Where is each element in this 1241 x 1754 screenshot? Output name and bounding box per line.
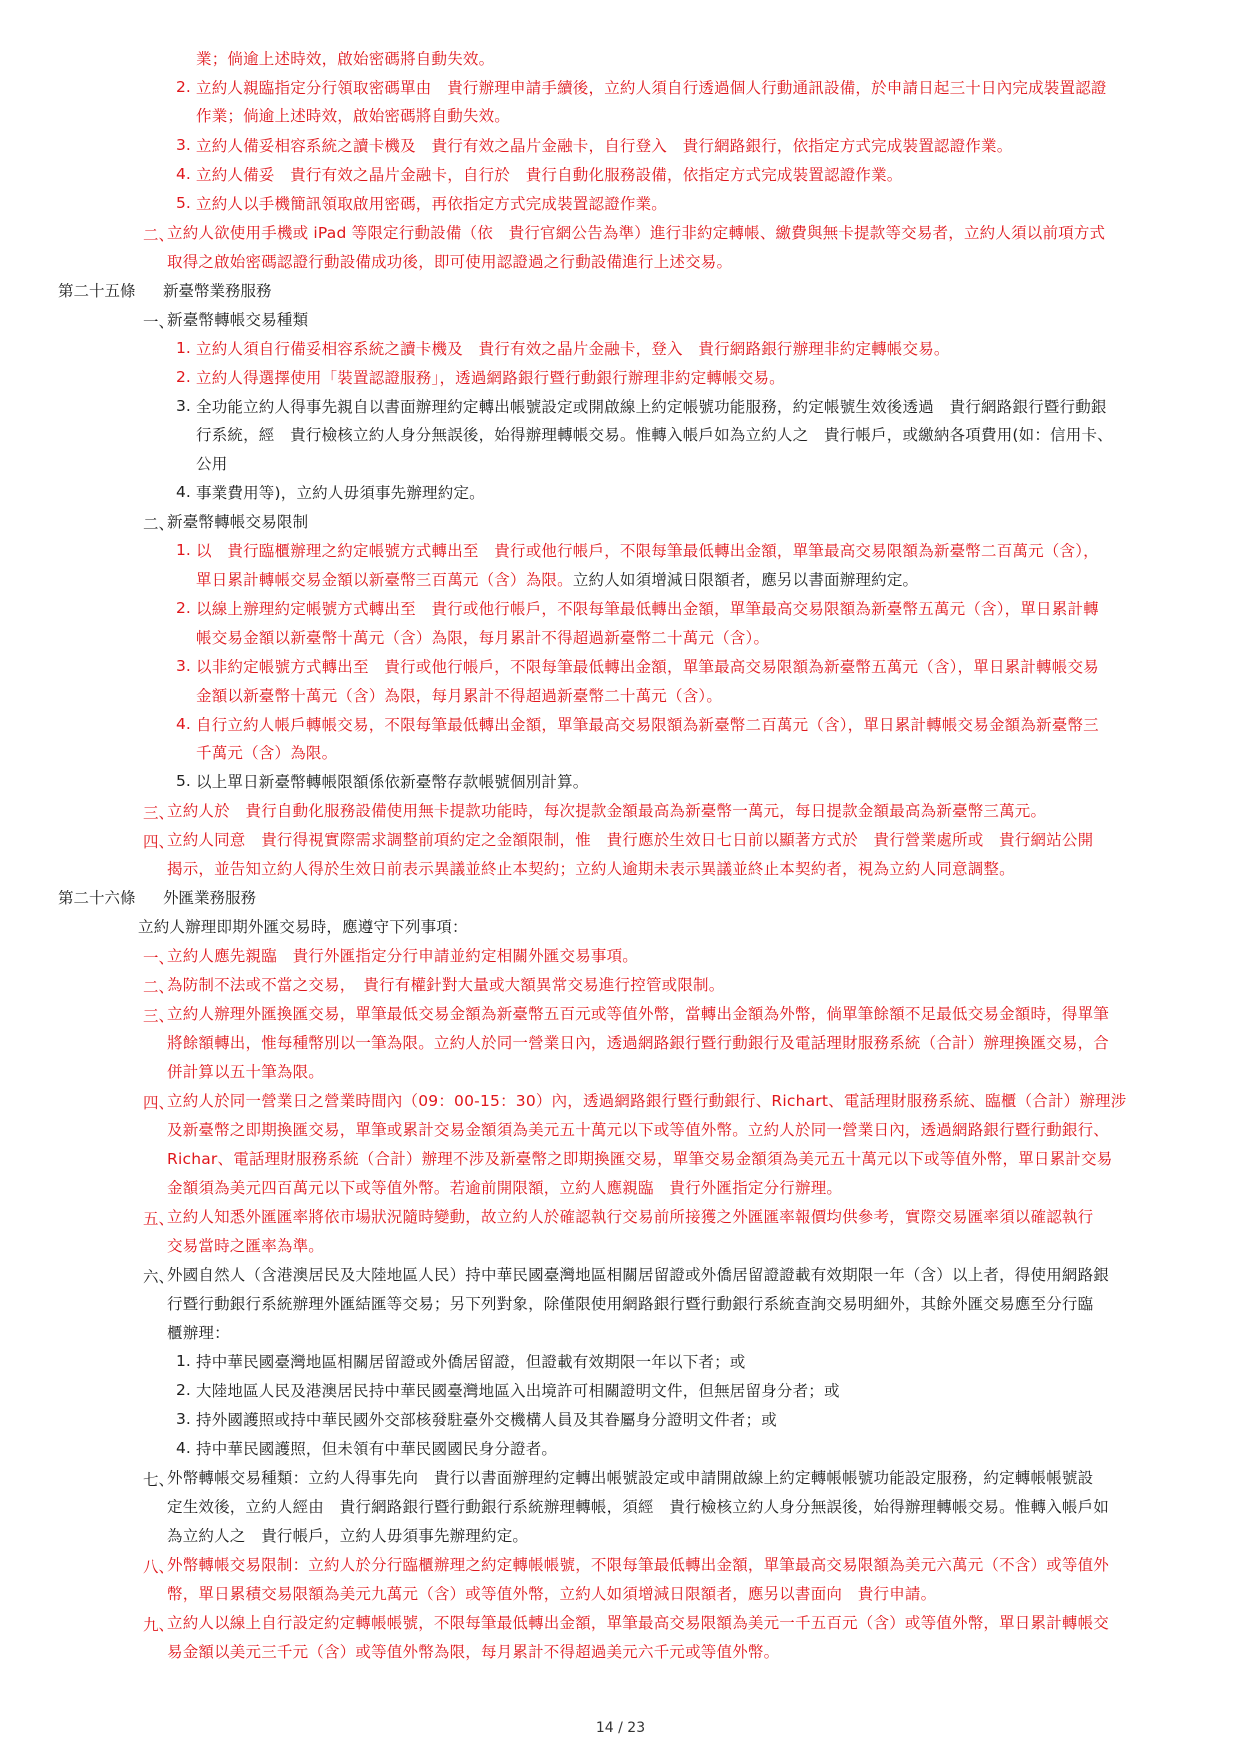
text-line — [196, 1352, 746, 1372]
text-line — [167, 1497, 1109, 1517]
text-line — [167, 830, 1093, 850]
text-line — [167, 859, 1015, 879]
text-line — [196, 628, 769, 648]
list-marker: 2. — [176, 1381, 191, 1399]
text-line — [167, 946, 638, 966]
line-text: 外幣轉帳交易種類：立約人得事先向 貴行以書面辦理約定轉出帳號設定或申請開啟線上約定轉帳帳號功能設定服務，約定轉帳帳號設 — [167, 1469, 1094, 1487]
line-text: 以非約定帳號方式轉出至 貴行或他行帳戶，不限每筆最低轉出金額，單筆最高交易限額為新臺幣五萬元（含），單日累計轉帳交易 — [196, 658, 1099, 676]
text-line — [196, 1439, 557, 1459]
line-text: 易金額以美元三千元（含）或等值外幣為限，每月累計不得超過美元六千元或等值外幣。 — [167, 1643, 780, 1661]
text-line — [196, 657, 1099, 677]
line-text: 將餘額轉出，惟每種幣別以一筆為限。立約人於同一營業日內，透過網路銀行暨行動銀行及電話理財服務系統（合計）辦理換匯交易，合 — [167, 1034, 1110, 1052]
text-line — [167, 975, 724, 995]
line-text: 持中華民國臺灣地區相關居留證或外僑居留證，但證載有效期限一年以下者；或 — [196, 1353, 746, 1371]
list-marker: 二、 — [143, 515, 175, 533]
line-text: 併計算以五十筆為限。 — [167, 1063, 325, 1081]
list-marker: 5. — [176, 194, 191, 212]
line-text: 立約人知悉外匯匯率將依市場狀況隨時變動，故立約人於確認執行交易前所接獲之外匯匯率報價均供參考，實際交易匯率須以確認執行 — [167, 1208, 1094, 1226]
line-text-continued: 立約人如須增減日限額者，應另以書面辦理約定。 — [572, 571, 919, 589]
text-line — [196, 541, 1099, 561]
text-line — [167, 1120, 1109, 1140]
line-text: 新臺幣轉帳交易限制 — [167, 513, 309, 531]
list-marker: 2. — [176, 599, 191, 617]
text-line — [167, 1468, 1093, 1488]
list-marker: 3. — [176, 1410, 191, 1428]
line-text: 公用 — [196, 455, 228, 473]
line-text: 立約人備妥 貴行有效之晶片金融卡，自行於 貴行自動化服務設備，依指定方式完成裝置認證作業。 — [196, 166, 903, 184]
list-marker: 1. — [176, 1352, 191, 1370]
line-text: 為防制不法或不當之交易， 貴行有權針對大量或大額異常交易進行控管或限制。 — [167, 976, 725, 994]
list-marker: 3. — [176, 397, 191, 415]
list-marker: 九、 — [143, 1616, 175, 1634]
list-marker: 四、 — [143, 833, 175, 851]
text-line — [196, 686, 722, 706]
list-marker: 1. — [176, 541, 191, 559]
line-text: 立約人應先親臨 貴行外匯指定分行申請並約定相關外匯交易事項。 — [167, 947, 639, 965]
page-number: 14 / 23 — [595, 1720, 646, 1736]
text-line — [167, 223, 1105, 243]
line-text: 立約人辦理外匯換匯交易，單筆最低交易金額為新臺幣五百元或等值外幣，當轉出金額為外幣，倘單筆餘額不足最低交易金額時，得單筆 — [167, 1005, 1110, 1023]
list-marker: 六、 — [143, 1268, 175, 1286]
line-text: 立約人備妥相容系統之讀卡機及 貴行有效之晶片金融卡，自行登入 貴行網路銀行，依指定方式完成裝置認證作業。 — [196, 137, 1013, 155]
text-line — [167, 512, 308, 532]
text-line — [196, 483, 485, 503]
line-text: 為立約人之 貴行帳戶，立約人毋須事先辦理約定。 — [167, 1527, 529, 1545]
list-marker: 四、 — [143, 1094, 175, 1112]
line-text: 全功能立約人得事先親自以書面辦理約定轉出帳號設定或開啟線上約定帳號功能服務，約定帳號生效後透過 貴行網路銀行暨行動銀 — [196, 398, 1107, 416]
line-text: 及新臺幣之即期換匯交易，單筆或累計交易金額須為美元五十萬元以下或等值外幣。立約人於同一營業日內，透過網路銀行暨行動銀行、 — [167, 1121, 1110, 1139]
line-text: 立約人得選擇使用「裝置認證服務」，透過網路銀行暨行動銀行辦理非約定轉帳交易。 — [196, 369, 785, 387]
list-marker: 4. — [176, 1439, 191, 1457]
text-line — [196, 425, 1113, 445]
line-text: 金額以新臺幣十萬元（含）為限，每月累計不得超過新臺幣二十萬元（含）。 — [196, 687, 723, 705]
list-marker: 4. — [176, 165, 191, 183]
line-text: 櫃辦理： — [167, 1324, 230, 1342]
text-line — [196, 599, 1099, 619]
article-heading — [58, 281, 272, 301]
line-text: 事業費用等)，立約人毋須事先辦理約定。 — [196, 484, 485, 502]
text-line — [167, 1236, 324, 1256]
text-line — [167, 1004, 1109, 1024]
text-line — [167, 1642, 779, 1662]
list-marker: 3. — [176, 657, 191, 675]
text-line — [196, 1410, 777, 1430]
line-text: 持中華民國護照，但未領有中華民國國民身分證者。 — [196, 1440, 558, 1458]
line-text: 取得之啟始密碼認證行動設備成功後，即可使用認證過之行動設備進行上述交易。 — [167, 253, 733, 271]
line-text: 立約人以線上自行設定約定轉帳帳號，不限每筆最低轉出金額，單筆最高交易限額為美元一千五百元（含）或等值外幣，單日累計轉帳交 — [167, 1614, 1110, 1632]
list-marker: 五、 — [143, 1210, 175, 1228]
line-text: 以上單日新臺幣轉帳限額係依新臺幣存款帳號個別計算。 — [196, 773, 589, 791]
text-line — [196, 1381, 840, 1401]
line-text: 以 貴行臨櫃辦理之約定帳號方式轉出至 貴行或他行帳戶，不限每筆最低轉出金額，單筆最高交易限額為新臺幣二百萬元（含）， — [196, 542, 1099, 560]
line-text: 行系統，經 貴行檢核立約人身分無誤後，始得辦理轉帳交易。惟轉入帳戶如為立約人之 貴行帳戶，或繳納各項費用(如：信用卡、 — [196, 426, 1113, 444]
line-text: 外幣轉帳交易限制：立約人於分行臨櫃辦理之約定轉帳帳號，不限每筆最低轉出金額，單筆最高交易限額為美元六萬元（不含）或等值外 — [167, 1556, 1110, 1574]
text-line — [196, 743, 337, 763]
text-line — [196, 165, 903, 185]
list-marker: 3. — [176, 136, 191, 154]
text-line — [167, 1294, 1093, 1314]
text-line — [167, 1033, 1109, 1053]
text-line — [196, 454, 227, 474]
line-text: 立約人辦理即期外匯交易時，應遵守下列事項： — [138, 918, 468, 936]
list-marker: 1. — [176, 339, 191, 357]
line-text: 立約人同意 貴行得視實際需求調整前項約定之金額限制，惟 貴行應於生效日七日前以顯著方式於 貴行營業處所或 貴行網站公開 — [167, 831, 1094, 849]
list-marker: 八、 — [143, 1558, 175, 1576]
article-number: 第二十五條 — [58, 282, 136, 300]
line-text: 定生效後，立約人經由 貴行網路銀行暨行動銀行系統辦理轉帳，須經 貴行檢核立約人身分無誤後，始得辦理轉帳交易。惟轉入帳戶如 — [167, 1498, 1110, 1516]
text-line — [196, 194, 667, 214]
line-text: 立約人欲使用手機或 iPad 等限定行動設備（依 貴行官網公告為準）進行非約定轉帳、繳費與無卡提款等交易者，立約人須以前項方式 — [167, 224, 1106, 242]
line-text: 新臺幣轉帳交易種類 — [167, 311, 309, 329]
list-marker: 一、 — [143, 949, 175, 967]
text-line — [167, 1062, 324, 1082]
line-text: 行暨行動銀行系統辦理外匯結匯等交易；另下列對象，除僅限使用網路銀行暨行動銀行系統查詢交易明細外，其餘外匯交易應至分行臨 — [167, 1295, 1094, 1313]
text-line — [167, 252, 732, 272]
list-marker: 4. — [176, 483, 191, 501]
text-line — [167, 1323, 230, 1343]
text-line — [167, 310, 308, 330]
text-line — [167, 1265, 1109, 1285]
text-line — [196, 78, 1107, 98]
text-line — [196, 136, 1012, 156]
line-text: Richar、電話理財服務系統（合計）辦理不涉及新臺幣之即期換匯交易，單筆交易金額須為美元五十萬元以下或等值外幣，單日累計交易 — [167, 1150, 1113, 1168]
line-text: 以線上辦理約定帳號方式轉出至 貴行或他行帳戶，不限每筆最低轉出金額，單筆最高交易限額為新臺幣五萬元（含），單日累計轉 — [196, 600, 1099, 618]
line-text: 帳交易金額以新臺幣十萬元（含）為限，每月累計不得超過新臺幣二十萬元（含）。 — [196, 629, 770, 647]
line-text: 單日累計轉帳交易金額以新臺幣三百萬元（含）為限。 — [196, 571, 573, 589]
line-text: 立約人以手機簡訊領取啟用密碼，再依指定方式完成裝置認證作業。 — [196, 195, 668, 213]
line-text: 千萬元（含）為限。 — [196, 744, 338, 762]
text-line — [196, 106, 510, 126]
article-number: 第二十六條 — [58, 889, 136, 907]
text-line — [167, 801, 1046, 821]
text-line — [196, 368, 785, 388]
text-line — [196, 49, 494, 69]
line-text: 交易當時之匯率為準。 — [167, 1237, 325, 1255]
text-line — [196, 570, 918, 590]
line-text: 自行立約人帳戶轉帳交易，不限每筆最低轉出金額，單筆最高交易限額為新臺幣二百萬元（含），單日累計轉帳交易金額為新臺幣三 — [196, 716, 1099, 734]
article-heading — [58, 888, 257, 908]
line-text: 業；倘逾上述時效，啟始密碼將自動失效。 — [196, 50, 495, 68]
line-text: 立約人於同一營業日之營業時間內（09：00-15：30）內，透過網路銀行暨行動銀行、Richart、電話理財服務系統、臨櫃（合計）辦理涉 — [167, 1092, 1127, 1110]
list-marker: 七、 — [143, 1471, 175, 1489]
list-marker: 一、 — [143, 313, 175, 331]
line-text: 立約人親臨指定分行領取密碼單由 貴行辦理申請手續後，立約人須自行透過個人行動通訊設備，於申請日起三十日內完成裝置認證 — [196, 79, 1107, 97]
line-text: 作業；倘逾上述時效，啟始密碼將自動失效。 — [196, 107, 511, 125]
text-line — [196, 339, 950, 359]
line-text: 立約人須自行備妥相容系統之讀卡機及 貴行有效之晶片金融卡，登入 貴行網路銀行辦理非約定轉帳交易。 — [196, 340, 950, 358]
list-marker: 4. — [176, 715, 191, 733]
list-marker: 5. — [176, 772, 191, 790]
line-text: 持外國護照或持中華民國外交部核發駐臺外交機構人員及其眷屬身分證明文件者；或 — [196, 1411, 777, 1429]
article-title: 外匯業務服務 — [163, 889, 257, 907]
line-text: 金額須為美元四百萬元以下或等值外幣。若逾前開限額，立約人應親臨 貴行外匯指定分行辦理。 — [167, 1179, 843, 1197]
line-text: 大陸地區人民及港澳居民持中華民國臺灣地區入出境許可相關證明文件，但無居留身分者；或 — [196, 1382, 840, 1400]
text-line — [167, 1149, 1112, 1169]
list-marker: 2. — [176, 78, 191, 96]
text-line — [167, 1091, 1126, 1111]
text-line — [196, 772, 589, 792]
text-line — [167, 1584, 936, 1604]
line-text: 揭示，並告知立約人得於生效日前表示異議並終止本契約；立約人逾期未表示異議並終止本契約者，視為立約人同意調整。 — [167, 860, 1015, 878]
text-line — [167, 1178, 842, 1198]
text-line — [167, 1613, 1109, 1633]
article-title: 新臺幣業務服務 — [163, 282, 272, 300]
text-line — [167, 1555, 1109, 1575]
line-text: 立約人於 貴行自動化服務設備使用無卡提款功能時，每次提款金額最高為新臺幣一萬元，每日提款金額最高為新臺幣三萬元。 — [167, 802, 1047, 820]
text-line — [167, 1207, 1093, 1227]
list-marker: 三、 — [143, 1007, 175, 1025]
line-text: 幣，單日累積交易限額為美元九萬元（含）或等值外幣，立約人如須增減日限額者，應另以書面向 貴行申請。 — [167, 1585, 937, 1603]
text-line — [138, 917, 468, 937]
text-line — [167, 1526, 528, 1546]
list-marker: 2. — [176, 368, 191, 386]
list-marker: 二、 — [143, 978, 175, 996]
list-marker: 三、 — [143, 804, 175, 822]
line-text: 外國自然人（含港澳居民及大陸地區人民）持中華民國臺灣地區相關居留證或外僑居留證證載有效期限一年（含）以上者，得使用網路銀 — [167, 1266, 1110, 1284]
list-marker: 二、 — [143, 226, 175, 244]
text-line — [196, 397, 1107, 417]
text-line — [196, 715, 1099, 735]
